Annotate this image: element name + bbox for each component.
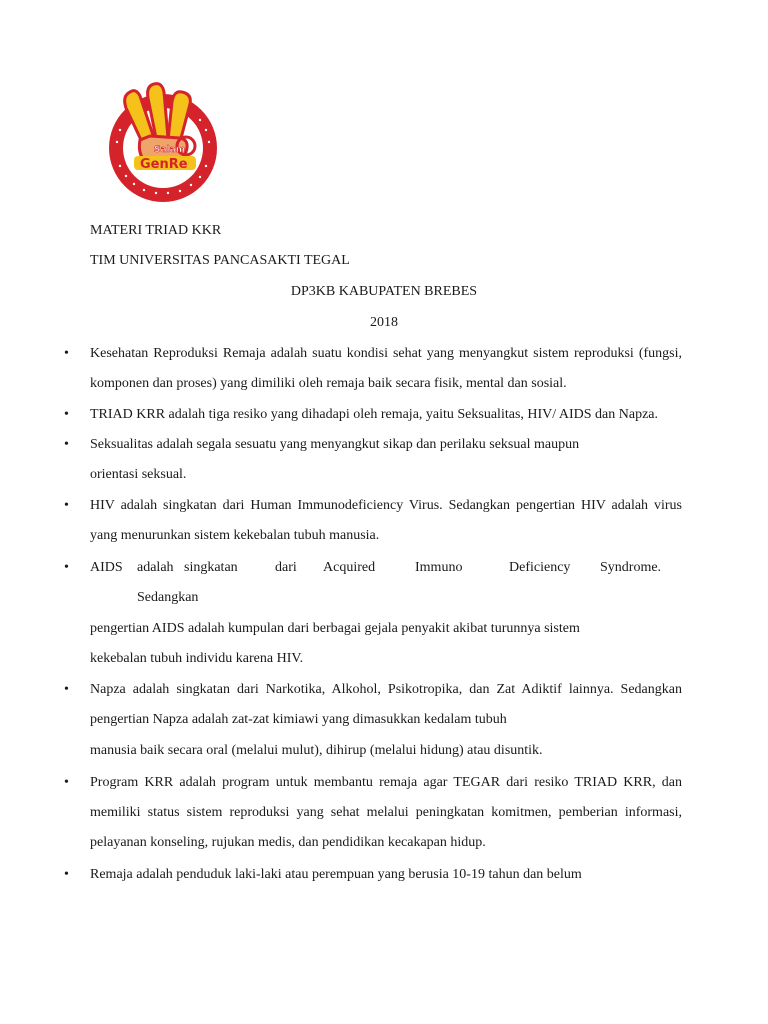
logo-word-genre: GenRe bbox=[140, 157, 188, 172]
bullet-8: • bbox=[64, 867, 69, 882]
bullet-3-line-2: orientasi seksual. bbox=[90, 467, 187, 482]
bullet-1-line-2: komponen dan proses) yang dimiliki oleh remaja baik secara fisik, mental dan sosial. bbox=[90, 376, 567, 391]
bullet-5-word-5: Acquired bbox=[323, 560, 376, 575]
bullet-6-line-3: manusia baik secara oral (melalui mulut), dihirup (melalui hidung) atau disuntik. bbox=[90, 743, 543, 758]
bullet-5-word-3: singkatan bbox=[184, 560, 238, 575]
bullet-7-line-2: memiliki status sistem reproduksi yang sehat melalui peningkatan komitmen, pemberian informasi, bbox=[90, 805, 682, 820]
bullet-1: • bbox=[64, 346, 69, 361]
bullet-5-word-6: Immuno bbox=[415, 560, 463, 575]
bullet-2-line-1: TRIAD KRR adalah tiga resiko yang dihadapi oleh remaja, yaitu Seksualitas, HIV/ AIDS dan Napza. bbox=[90, 407, 659, 422]
bullet-3: • bbox=[64, 437, 69, 452]
bullet-6: • bbox=[64, 682, 69, 697]
bullet-7-line-3: pelayanan konseling, rujukan medis, dan pendidikan kecakapan hidup. bbox=[90, 835, 486, 850]
bullet-7: • bbox=[64, 775, 69, 790]
bullet-7-line-1: Program KRR adalah program untuk membantu remaja agar TEGAR dari resiko TRIAD KRR, dan bbox=[90, 775, 682, 790]
bullet-4: • bbox=[64, 498, 69, 513]
bullet-3-line-1: Seksualitas adalah segala sesuatu yang menyangkut sikap dan perilaku seksual maupun bbox=[90, 437, 580, 452]
bullet-5-word-1: AIDS bbox=[90, 560, 123, 575]
bullet-1-line-1: Kesehatan Reproduksi Remaja adalah suatu kondisi sehat yang menyangkut sistem reproduksi (fungsi, bbox=[90, 346, 682, 361]
bullet-5-line-4: kekebalan tubuh individu karena HIV. bbox=[90, 651, 304, 666]
bullet-4-line-1: HIV adalah singkatan dari Human Immunodeficiency Virus. Sedangkan pengertian HIV adalah virus bbox=[90, 498, 682, 513]
doc-agency: DP3KB KABUPATEN BREBES bbox=[290, 284, 478, 299]
bullet-5-word-7: Deficiency bbox=[509, 560, 571, 575]
bullet-5-word-2: adalah bbox=[137, 560, 174, 575]
bullet-4-line-2: yang menurunkan sistem kekebalan tubuh manusia. bbox=[90, 528, 380, 543]
salam-genre-logo-graphic bbox=[100, 82, 226, 204]
doc-title: MATERI TRIAD KKR bbox=[90, 223, 222, 238]
logo-word-salam: Salam bbox=[154, 145, 186, 155]
bullet-6-line-1: Napza adalah singkatan dari Narkotika, Alkohol, Psikotropika, dan Zat Adiktif lainnya. Sedangkan bbox=[90, 682, 682, 697]
doc-team: TIM UNIVERSITAS PANCASAKTI TEGAL bbox=[90, 253, 350, 268]
bullet-5-word-8: Syndrome. bbox=[600, 560, 662, 575]
bullet-5-word-4: dari bbox=[275, 560, 297, 575]
bullet-2: • bbox=[64, 407, 69, 422]
bullet-5: • bbox=[64, 560, 69, 575]
bullet-5-line-3: pengertian AIDS adalah kumpulan dari berbagai gejala penyakit akibat turunnya sistem bbox=[90, 621, 580, 636]
bullet-8-line-1: Remaja adalah penduduk laki-laki atau perempuan yang berusia 10-19 tahun dan belum bbox=[90, 867, 582, 882]
doc-year: 2018 bbox=[370, 315, 398, 330]
bullet-5-line-2: Sedangkan bbox=[137, 590, 199, 605]
salam-genre-logo bbox=[100, 82, 226, 204]
bullet-6-line-2: pengertian Napza adalah zat-zat kimiawi yang dimasukkan kedalam tubuh bbox=[90, 712, 507, 727]
